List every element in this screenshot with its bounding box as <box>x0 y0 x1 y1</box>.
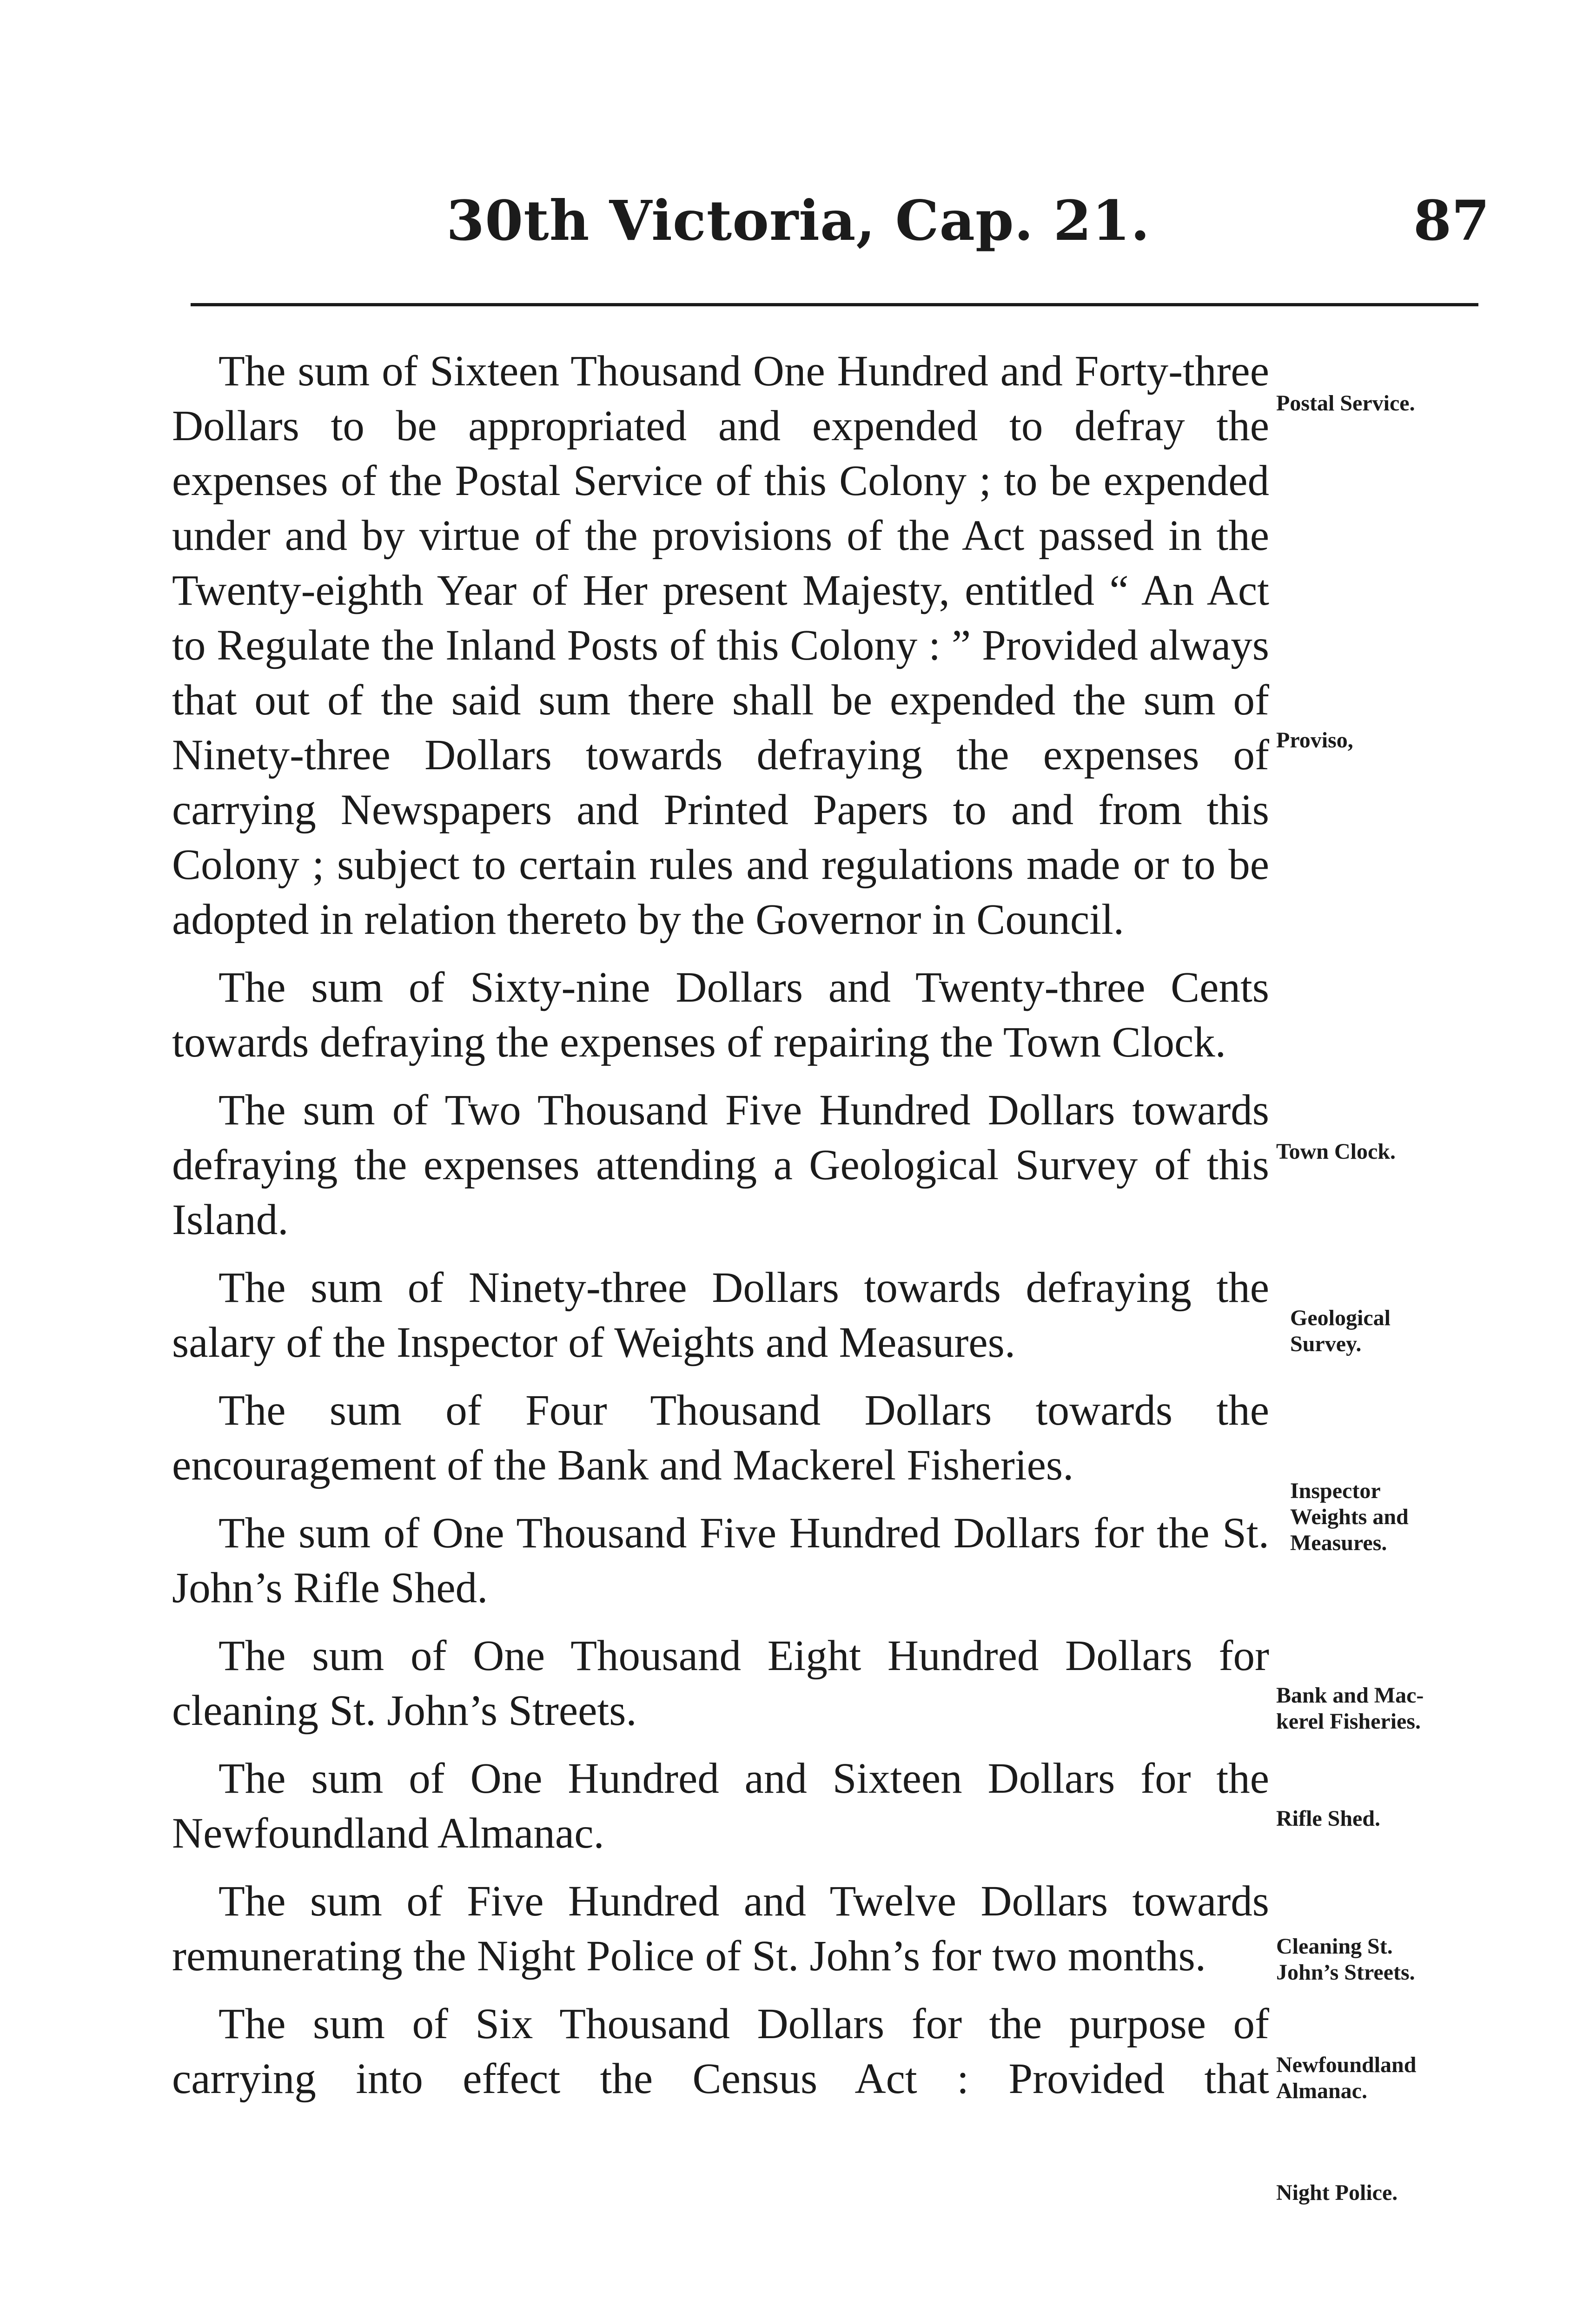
page-number: 87 <box>1413 188 1490 253</box>
running-head <box>0 186 1583 256</box>
margin-note-night-police: Night Police. <box>1276 2180 1398 2205</box>
paragraph-postal-service: The sum of Sixteen Thousand One Hundred and Forty-three Dollars to be appropriated and expended to defray the expenses of the Postal Service of this Colony ; to be expended under and by virtue of the provisions of the Act passed in the Twenty-eighth Year of Her present Majesty, entitled “ An Act to Regulate the Inland Posts of this Colony : ” Provided always that out of the said sum there shall be expended the sum of Ninety-three Dollars towards defraying the expenses of carrying Newspapers and Printed Papers to and from this Colony ; subject to certain rules and regulations made or to be adopted in relation thereto by the Governor in Council. <box>172 347 1269 944</box>
margin-note-newfoundland-almanac: Newfoundland Almanac. <box>1276 2053 1417 2103</box>
margin-note-geological-survey: Geological Survey. <box>1290 1306 1391 1356</box>
margin-note-cleaning-streets: Cleaning St. John’s Streets. <box>1276 1934 1415 1985</box>
margin-note-bank-mackerel: Bank and Mac- kerel Fisheries. <box>1276 1683 1424 1734</box>
paragraph-town-clock: The sum of Sixty-nine Dollars and Twenty-three Cents towards defraying the expenses of repairing the Town Clock. <box>172 964 1269 1066</box>
paragraph-newfoundland-almanac: The sum of One Hundred and Sixteen Dollars for the Newfoundland Almanac. <box>172 1755 1269 1857</box>
margin-note-inspector-weights: Inspector Weights and Measures. <box>1290 1479 1409 1555</box>
paragraph-night-police: The sum of Five Hundred and Twelve Dollars towards remunerating the Night Police of St. John’s for two months. <box>172 1877 1269 1980</box>
body-text <box>172 344 1269 2119</box>
paragraph-rifle-shed: The sum of One Thousand Five Hundred Dollars for the St. John’s Rifle Shed. <box>172 1509 1269 1612</box>
margin-note-proviso: Proviso, <box>1276 728 1353 753</box>
paragraph-geological-survey: The sum of Two Thousand Five Hundred Dollars towards defraying the expenses attending a Geological Survey of this Island. <box>172 1086 1269 1244</box>
paragraph-census-act: The sum of Six Thousand Dollars for the purpose of carrying into effect the Census Act : Provided that <box>172 2000 1269 2103</box>
page-title: 30th Victoria, Cap. 21. <box>446 188 1150 253</box>
margin-note-rifle-shed: Rifle Shed. <box>1276 1806 1381 1831</box>
paragraph-bank-mackerel: The sum of Four Thousand Dollars towards the encouragement of the Bank and Mackerel Fisheries. <box>172 1386 1269 1489</box>
margin-note-postal-service: Postal Service. <box>1276 391 1415 416</box>
paragraph-cleaning-streets: The sum of One Thousand Eight Hundred Dollars for cleaning St. John’s Streets. <box>172 1632 1269 1735</box>
paragraph-inspector-weights: The sum of Ninety-three Dollars towards defraying the salary of the Inspector of Weights and Measures. <box>172 1264 1269 1367</box>
margin-note-town-clock: Town Clock. <box>1276 1139 1396 1164</box>
header-rule <box>191 303 1478 306</box>
